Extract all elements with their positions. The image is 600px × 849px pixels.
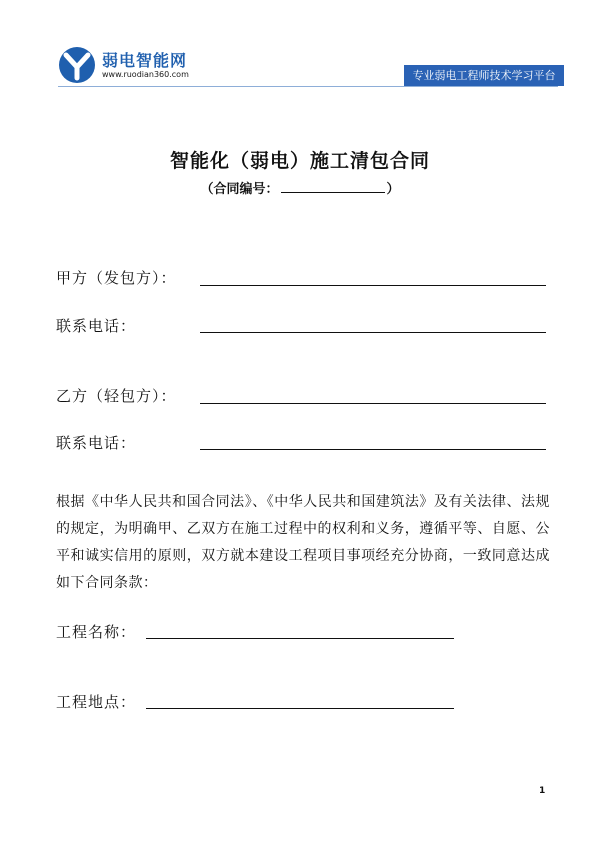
y-brand-logo-icon xyxy=(58,46,96,84)
project-name-field[interactable] xyxy=(146,638,454,639)
project-name-label: 工程名称： xyxy=(56,623,137,641)
contract-number-blank[interactable] xyxy=(281,178,385,193)
party-b-label: 乙方（轻包方）： xyxy=(56,387,177,405)
contract-number-prefix: （合同编号： xyxy=(200,182,279,197)
site-url: www.ruodian360.com xyxy=(102,70,189,79)
contract-number xyxy=(0,178,600,197)
contract-number-suffix: ） xyxy=(386,182,400,197)
site-name: 弱电智能网 xyxy=(102,51,188,70)
party-b-phone-label: 联系电话： xyxy=(56,434,137,452)
party-a-field[interactable] xyxy=(200,285,546,286)
party-a-phone-label: 联系电话： xyxy=(56,317,137,335)
page-header xyxy=(0,0,600,100)
party-b-field[interactable] xyxy=(200,403,546,404)
tagline-badge: 专业弱电工程师技术学习平台 xyxy=(404,65,564,86)
project-location-label: 工程地点： xyxy=(56,693,137,711)
page-number: 1 xyxy=(539,786,546,796)
project-location-field[interactable] xyxy=(146,708,454,709)
header-rule xyxy=(58,86,558,87)
party-a-label: 甲方（发包方）： xyxy=(56,269,177,287)
party-b-phone-field[interactable] xyxy=(200,449,546,450)
document-title: 智能化（弱电）施工清包合同 xyxy=(169,150,430,172)
intro-paragraph: 根据《中华人民共和国合同法》、《中华人民共和国建筑法》及有关法律、法规的规定，为明确甲、乙双方在施工过程中的权利和义务，遵循平等、自愿、公平和诚实信用的原则，双方就本建设工程项目事项经充分协商，一致同意达成如下合同条款： xyxy=(56,494,550,591)
party-a-phone-field[interactable] xyxy=(200,332,546,333)
